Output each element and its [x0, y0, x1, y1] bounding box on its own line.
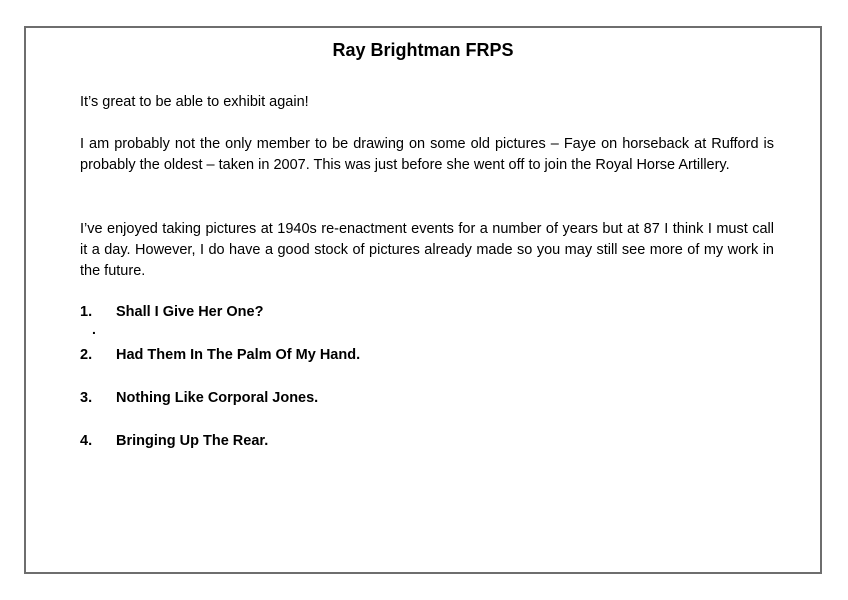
list-item: [80, 431, 268, 452]
list-item: [80, 388, 318, 409]
paragraph-1: I am probably not the only member to be drawing on some old pictures – Faye on horseback at Rufford is probably the oldest – taken in 2007. This was just before she went off to join the Royal Horse Artillery.: [80, 136, 774, 173]
list-item-text: Had Them In The Palm Of My Hand.: [116, 347, 361, 363]
list-item-number: 4.: [80, 433, 93, 449]
document-frame: [24, 26, 822, 574]
list-item-number: 2.: [80, 347, 93, 363]
list-item: [80, 302, 263, 323]
document-title: Ray Brightman FRPS: [332, 40, 514, 60]
list-item-text: Nothing Like Corporal Jones.: [116, 390, 319, 406]
list-item-text: Bringing Up The Rear.: [116, 433, 269, 449]
list-item-number: 1.: [80, 304, 93, 320]
stray-mark: .: [92, 321, 96, 337]
intro-sentence: It’s great to be able to exhibit again!: [80, 94, 309, 110]
paragraph-2: I’ve enjoyed taking pictures at 1940s re-enactment events for a number of years but at 87 I think I must call it a day. However, I do have a good stock of pictures already made so you may still see more of my work in the future.: [80, 221, 774, 279]
list-item: [80, 345, 360, 366]
list-item-number: 3.: [80, 390, 93, 406]
list-item-text: Shall I Give Her One?: [116, 304, 264, 320]
